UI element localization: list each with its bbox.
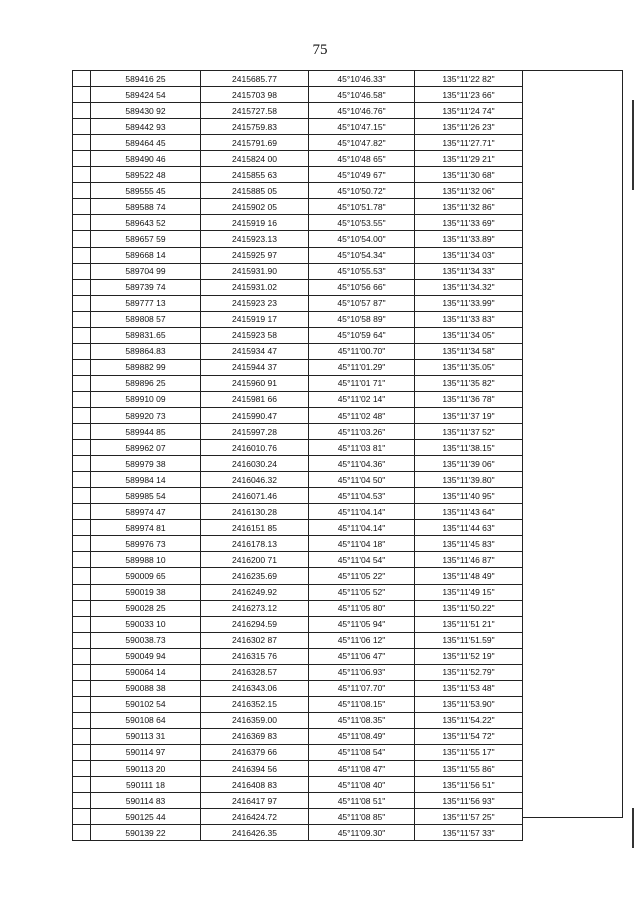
x-coordinate-cell: 589430 92 [91, 103, 201, 119]
longitude-cell: 135°11'34.32" [415, 279, 523, 295]
y-coordinate-cell: 2416426.35 [201, 825, 309, 841]
y-coordinate-cell: 2415925 97 [201, 247, 309, 263]
y-coordinate-cell: 2416010.76 [201, 440, 309, 456]
scan-edge-mark [632, 100, 634, 190]
table-row [73, 71, 523, 87]
x-coordinate-cell: 589739 74 [91, 279, 201, 295]
latitude-cell: 45°11'00.70" [309, 343, 415, 359]
blank-right-column [522, 70, 623, 818]
table-row [73, 809, 523, 825]
blank-cell [73, 151, 91, 167]
table-row [73, 632, 523, 648]
table-row [73, 552, 523, 568]
latitude-cell: 45°11'08 54" [309, 744, 415, 760]
blank-cell [73, 215, 91, 231]
longitude-cell: 135°11'54.22" [415, 712, 523, 728]
y-coordinate-cell: 2416302 87 [201, 632, 309, 648]
y-coordinate-cell: 2415931.90 [201, 263, 309, 279]
longitude-cell: 135°11'55 86" [415, 761, 523, 777]
x-coordinate-cell: 590108 64 [91, 712, 201, 728]
longitude-cell: 135°11'43 64" [415, 504, 523, 520]
latitude-cell: 45°11'02 14" [309, 391, 415, 407]
longitude-cell: 135°11'22 82" [415, 71, 523, 87]
blank-cell [73, 407, 91, 423]
y-coordinate-cell: 2416359.00 [201, 712, 309, 728]
y-coordinate-cell: 2416417 97 [201, 793, 309, 809]
latitude-cell: 45°10'47.15" [309, 119, 415, 135]
longitude-cell: 135°11'39 06" [415, 456, 523, 472]
longitude-cell: 135°11'44 63" [415, 520, 523, 536]
table-row [73, 119, 523, 135]
blank-cell [73, 87, 91, 103]
x-coordinate-cell: 590064 14 [91, 664, 201, 680]
y-coordinate-cell: 2415960 91 [201, 375, 309, 391]
blank-cell [73, 456, 91, 472]
y-coordinate-cell: 2416151 85 [201, 520, 309, 536]
x-coordinate-cell: 590111 18 [91, 777, 201, 793]
y-coordinate-cell: 2415923 23 [201, 295, 309, 311]
x-coordinate-cell: 589424 54 [91, 87, 201, 103]
y-coordinate-cell: 2415931.02 [201, 279, 309, 295]
y-coordinate-cell: 2416352.15 [201, 696, 309, 712]
y-coordinate-cell: 2416315 76 [201, 648, 309, 664]
longitude-cell: 135°11'45 83" [415, 536, 523, 552]
latitude-cell: 45°10'46.33" [309, 71, 415, 87]
longitude-cell: 135°11'40 95" [415, 488, 523, 504]
table-row [73, 407, 523, 423]
x-coordinate-cell: 590113 31 [91, 728, 201, 744]
blank-cell [73, 119, 91, 135]
blank-cell [73, 648, 91, 664]
blank-cell [73, 488, 91, 504]
latitude-cell: 45°11'08 85" [309, 809, 415, 825]
y-coordinate-cell: 2415759.83 [201, 119, 309, 135]
x-coordinate-cell: 589974 81 [91, 520, 201, 536]
latitude-cell: 45°11'07.70" [309, 680, 415, 696]
latitude-cell: 45°11'08 47" [309, 761, 415, 777]
latitude-cell: 45°10'51.78" [309, 199, 415, 215]
latitude-cell: 45°10'59 64" [309, 327, 415, 343]
blank-cell [73, 680, 91, 696]
x-coordinate-cell: 589882 99 [91, 359, 201, 375]
longitude-cell: 135°11'37 52" [415, 424, 523, 440]
longitude-cell: 135°11'56 51" [415, 777, 523, 793]
x-coordinate-cell: 589522 48 [91, 167, 201, 183]
longitude-cell: 135°11'34 58" [415, 343, 523, 359]
blank-cell [73, 375, 91, 391]
table-row [73, 135, 523, 151]
x-coordinate-cell: 589944 85 [91, 424, 201, 440]
blank-cell [73, 504, 91, 520]
latitude-cell: 45°11'05 94" [309, 616, 415, 632]
longitude-cell: 135°11'33 69" [415, 215, 523, 231]
table-row [73, 664, 523, 680]
x-coordinate-cell: 590009 65 [91, 568, 201, 584]
x-coordinate-cell: 589657 59 [91, 231, 201, 247]
latitude-cell: 45°11'04.14" [309, 520, 415, 536]
coordinates-table [72, 70, 523, 841]
table-row [73, 680, 523, 696]
x-coordinate-cell: 589588 74 [91, 199, 201, 215]
latitude-cell: 45°11'04.14" [309, 504, 415, 520]
latitude-cell: 45°10'55.53" [309, 263, 415, 279]
table-row [73, 696, 523, 712]
blank-cell [73, 616, 91, 632]
x-coordinate-cell: 590049 94 [91, 648, 201, 664]
longitude-cell: 135°11'27.71" [415, 135, 523, 151]
x-coordinate-cell: 589979 38 [91, 456, 201, 472]
longitude-cell: 135°11'53.90" [415, 696, 523, 712]
y-coordinate-cell: 2415944 37 [201, 359, 309, 375]
blank-cell [73, 472, 91, 488]
x-coordinate-cell: 589896 25 [91, 375, 201, 391]
latitude-cell: 45°11'05 52" [309, 584, 415, 600]
y-coordinate-cell: 2416046.32 [201, 472, 309, 488]
blank-cell [73, 183, 91, 199]
y-coordinate-cell: 2415685.77 [201, 71, 309, 87]
table-row [73, 375, 523, 391]
longitude-cell: 135°11'34 05" [415, 327, 523, 343]
x-coordinate-cell: 589416 25 [91, 71, 201, 87]
y-coordinate-cell: 2416235.69 [201, 568, 309, 584]
table-row [73, 263, 523, 279]
x-coordinate-cell: 589988 10 [91, 552, 201, 568]
blank-cell [73, 761, 91, 777]
longitude-cell: 135°11'26 23" [415, 119, 523, 135]
longitude-cell: 135°11'48 49" [415, 568, 523, 584]
x-coordinate-cell: 589962 07 [91, 440, 201, 456]
y-coordinate-cell: 2416294.59 [201, 616, 309, 632]
blank-cell [73, 712, 91, 728]
blank-cell [73, 71, 91, 87]
y-coordinate-cell: 2415703 98 [201, 87, 309, 103]
longitude-cell: 135°11'23 66" [415, 87, 523, 103]
y-coordinate-cell: 2415990.47 [201, 407, 309, 423]
latitude-cell: 45°11'04.53" [309, 488, 415, 504]
x-coordinate-cell: 589831.65 [91, 327, 201, 343]
y-coordinate-cell: 2415919 16 [201, 215, 309, 231]
longitude-cell: 135°11'29 21" [415, 151, 523, 167]
x-coordinate-cell: 589808 57 [91, 311, 201, 327]
table-row [73, 568, 523, 584]
x-coordinate-cell: 589777 13 [91, 295, 201, 311]
table-row [73, 584, 523, 600]
table-row [73, 343, 523, 359]
table-row [73, 391, 523, 407]
longitude-cell: 135°11'32 06" [415, 183, 523, 199]
longitude-cell: 135°11'32 86" [415, 199, 523, 215]
y-coordinate-cell: 2415981 66 [201, 391, 309, 407]
latitude-cell: 45°10'54.00" [309, 231, 415, 247]
blank-cell [73, 231, 91, 247]
y-coordinate-cell: 2416394 56 [201, 761, 309, 777]
longitude-cell: 135°11'56 93" [415, 793, 523, 809]
x-coordinate-cell: 590125 44 [91, 809, 201, 825]
longitude-cell: 135°11'36 78" [415, 391, 523, 407]
table-row [73, 744, 523, 760]
blank-cell [73, 632, 91, 648]
x-coordinate-cell: 589984 14 [91, 472, 201, 488]
longitude-cell: 135°11'54 72" [415, 728, 523, 744]
blank-cell [73, 809, 91, 825]
latitude-cell: 45°11'06.93" [309, 664, 415, 680]
x-coordinate-cell: 590088 38 [91, 680, 201, 696]
x-coordinate-cell: 589985 54 [91, 488, 201, 504]
latitude-cell: 45°10'58 89" [309, 311, 415, 327]
latitude-cell: 45°11'08.49" [309, 728, 415, 744]
table-row [73, 199, 523, 215]
latitude-cell: 45°11'05 22" [309, 568, 415, 584]
blank-cell [73, 391, 91, 407]
latitude-cell: 45°11'06 12" [309, 632, 415, 648]
table-row [73, 728, 523, 744]
x-coordinate-cell: 589976 73 [91, 536, 201, 552]
y-coordinate-cell: 2415885 05 [201, 183, 309, 199]
x-coordinate-cell: 590113 20 [91, 761, 201, 777]
page-number: 75 [312, 42, 328, 58]
longitude-cell: 135°11'33.89" [415, 231, 523, 247]
latitude-cell: 45°11'04 54" [309, 552, 415, 568]
blank-cell [73, 424, 91, 440]
table-row [73, 231, 523, 247]
x-coordinate-cell: 589864.83 [91, 343, 201, 359]
latitude-cell: 45°11'08 51" [309, 793, 415, 809]
longitude-cell: 135°11'46 87" [415, 552, 523, 568]
longitude-cell: 135°11'52.79" [415, 664, 523, 680]
longitude-cell: 135°11'37 19" [415, 407, 523, 423]
blank-cell [73, 343, 91, 359]
latitude-cell: 45°10'49 67" [309, 167, 415, 183]
blank-cell [73, 584, 91, 600]
scan-edge-mark [632, 808, 634, 848]
blank-cell [73, 135, 91, 151]
latitude-cell: 45°11'04 50" [309, 472, 415, 488]
latitude-cell: 45°11'05 80" [309, 600, 415, 616]
longitude-cell: 135°11'38.15" [415, 440, 523, 456]
latitude-cell: 45°11'08.35" [309, 712, 415, 728]
y-coordinate-cell: 2416369 83 [201, 728, 309, 744]
latitude-cell: 45°10'53.55" [309, 215, 415, 231]
table-row [73, 761, 523, 777]
coordinates-table-body [73, 71, 523, 841]
blank-cell [73, 359, 91, 375]
x-coordinate-cell: 589555 45 [91, 183, 201, 199]
table-row [73, 424, 523, 440]
latitude-cell: 45°10'46.58" [309, 87, 415, 103]
table-row [73, 151, 523, 167]
blank-cell [73, 664, 91, 680]
latitude-cell: 45°11'01.29" [309, 359, 415, 375]
x-coordinate-cell: 590019 38 [91, 584, 201, 600]
longitude-cell: 135°11'34 33" [415, 263, 523, 279]
x-coordinate-cell: 589704 99 [91, 263, 201, 279]
y-coordinate-cell: 2415902 05 [201, 199, 309, 215]
table-row [73, 183, 523, 199]
y-coordinate-cell: 2416379 66 [201, 744, 309, 760]
table-row [73, 279, 523, 295]
y-coordinate-cell: 2416071.46 [201, 488, 309, 504]
blank-cell [73, 696, 91, 712]
blank-cell [73, 600, 91, 616]
y-coordinate-cell: 2416343.06 [201, 680, 309, 696]
table-row [73, 456, 523, 472]
table-row [73, 327, 523, 343]
x-coordinate-cell: 590033 10 [91, 616, 201, 632]
longitude-cell: 135°11'35.05" [415, 359, 523, 375]
x-coordinate-cell: 590139 22 [91, 825, 201, 841]
longitude-cell: 135°11'53 48" [415, 680, 523, 696]
y-coordinate-cell: 2415855 63 [201, 167, 309, 183]
longitude-cell: 135°11'24 74" [415, 103, 523, 119]
longitude-cell: 135°11'33.99" [415, 295, 523, 311]
table-row [73, 504, 523, 520]
blank-cell [73, 167, 91, 183]
latitude-cell: 45°10'46.76" [309, 103, 415, 119]
y-coordinate-cell: 2416408 83 [201, 777, 309, 793]
latitude-cell: 45°11'01 71" [309, 375, 415, 391]
blank-cell [73, 744, 91, 760]
table-row [73, 793, 523, 809]
longitude-cell: 135°11'35 82" [415, 375, 523, 391]
x-coordinate-cell: 589464 45 [91, 135, 201, 151]
x-coordinate-cell: 589490 46 [91, 151, 201, 167]
longitude-cell: 135°11'57 25" [415, 809, 523, 825]
table-row [73, 87, 523, 103]
table-row [73, 825, 523, 841]
latitude-cell: 45°10'57 87" [309, 295, 415, 311]
y-coordinate-cell: 2415824 00 [201, 151, 309, 167]
table-row [73, 295, 523, 311]
x-coordinate-cell: 589442 93 [91, 119, 201, 135]
y-coordinate-cell: 2416328.57 [201, 664, 309, 680]
blank-cell [73, 777, 91, 793]
y-coordinate-cell: 2416200 71 [201, 552, 309, 568]
table-row [73, 520, 523, 536]
blank-cell [73, 247, 91, 263]
latitude-cell: 45°10'56 66" [309, 279, 415, 295]
x-coordinate-cell: 589974 47 [91, 504, 201, 520]
table-row [73, 777, 523, 793]
y-coordinate-cell: 2415923 58 [201, 327, 309, 343]
table-row [73, 472, 523, 488]
latitude-cell: 45°11'08 40" [309, 777, 415, 793]
table-row [73, 167, 523, 183]
longitude-cell: 135°11'57 33" [415, 825, 523, 841]
y-coordinate-cell: 2416424.72 [201, 809, 309, 825]
table-row [73, 247, 523, 263]
x-coordinate-cell: 589910 09 [91, 391, 201, 407]
y-coordinate-cell: 2415919 17 [201, 311, 309, 327]
blank-cell [73, 279, 91, 295]
blank-cell [73, 327, 91, 343]
latitude-cell: 45°11'02 48" [309, 407, 415, 423]
table-row [73, 536, 523, 552]
blank-cell [73, 536, 91, 552]
x-coordinate-cell: 590102 54 [91, 696, 201, 712]
x-coordinate-cell: 590114 97 [91, 744, 201, 760]
latitude-cell: 45°11'08.15" [309, 696, 415, 712]
blank-cell [73, 728, 91, 744]
x-coordinate-cell: 590114 83 [91, 793, 201, 809]
latitude-cell: 45°11'04 18" [309, 536, 415, 552]
latitude-cell: 45°11'09.30" [309, 825, 415, 841]
y-coordinate-cell: 2416273.12 [201, 600, 309, 616]
x-coordinate-cell: 590028 25 [91, 600, 201, 616]
table-row [73, 488, 523, 504]
latitude-cell: 45°10'50.72" [309, 183, 415, 199]
x-coordinate-cell: 590038.73 [91, 632, 201, 648]
latitude-cell: 45°11'03.26" [309, 424, 415, 440]
table-row [73, 616, 523, 632]
longitude-cell: 135°11'34 03" [415, 247, 523, 263]
table-row [73, 359, 523, 375]
y-coordinate-cell: 2416249.92 [201, 584, 309, 600]
blank-cell [73, 520, 91, 536]
latitude-cell: 45°10'48 65" [309, 151, 415, 167]
blank-cell [73, 295, 91, 311]
table-row [73, 311, 523, 327]
y-coordinate-cell: 2415791.69 [201, 135, 309, 151]
x-coordinate-cell: 589643 52 [91, 215, 201, 231]
blank-cell [73, 103, 91, 119]
blank-cell [73, 311, 91, 327]
latitude-cell: 45°11'03 81" [309, 440, 415, 456]
latitude-cell: 45°10'54.34" [309, 247, 415, 263]
table-row [73, 712, 523, 728]
y-coordinate-cell: 2416030.24 [201, 456, 309, 472]
y-coordinate-cell: 2416178.13 [201, 536, 309, 552]
longitude-cell: 135°11'33 83" [415, 311, 523, 327]
longitude-cell: 135°11'51 21" [415, 616, 523, 632]
table-row [73, 600, 523, 616]
x-coordinate-cell: 589668 14 [91, 247, 201, 263]
blank-cell [73, 552, 91, 568]
longitude-cell: 135°11'49 15" [415, 584, 523, 600]
y-coordinate-cell: 2415997.28 [201, 424, 309, 440]
y-coordinate-cell: 2416130.28 [201, 504, 309, 520]
table-row [73, 440, 523, 456]
blank-cell [73, 793, 91, 809]
blank-cell [73, 568, 91, 584]
latitude-cell: 45°10'47.82" [309, 135, 415, 151]
longitude-cell: 135°11'39.80" [415, 472, 523, 488]
blank-cell [73, 263, 91, 279]
latitude-cell: 45°11'04.36" [309, 456, 415, 472]
blank-cell [73, 440, 91, 456]
blank-cell [73, 825, 91, 841]
table-row [73, 103, 523, 119]
longitude-cell: 135°11'55 17" [415, 744, 523, 760]
longitude-cell: 135°11'30 68" [415, 167, 523, 183]
latitude-cell: 45°11'06 47" [309, 648, 415, 664]
longitude-cell: 135°11'50.22" [415, 600, 523, 616]
y-coordinate-cell: 2415934 47 [201, 343, 309, 359]
y-coordinate-cell: 2415727.58 [201, 103, 309, 119]
blank-cell [73, 199, 91, 215]
x-coordinate-cell: 589920 73 [91, 407, 201, 423]
longitude-cell: 135°11'52 19" [415, 648, 523, 664]
y-coordinate-cell: 2415923.13 [201, 231, 309, 247]
longitude-cell: 135°11'51.59" [415, 632, 523, 648]
table-row [73, 215, 523, 231]
table-row [73, 648, 523, 664]
